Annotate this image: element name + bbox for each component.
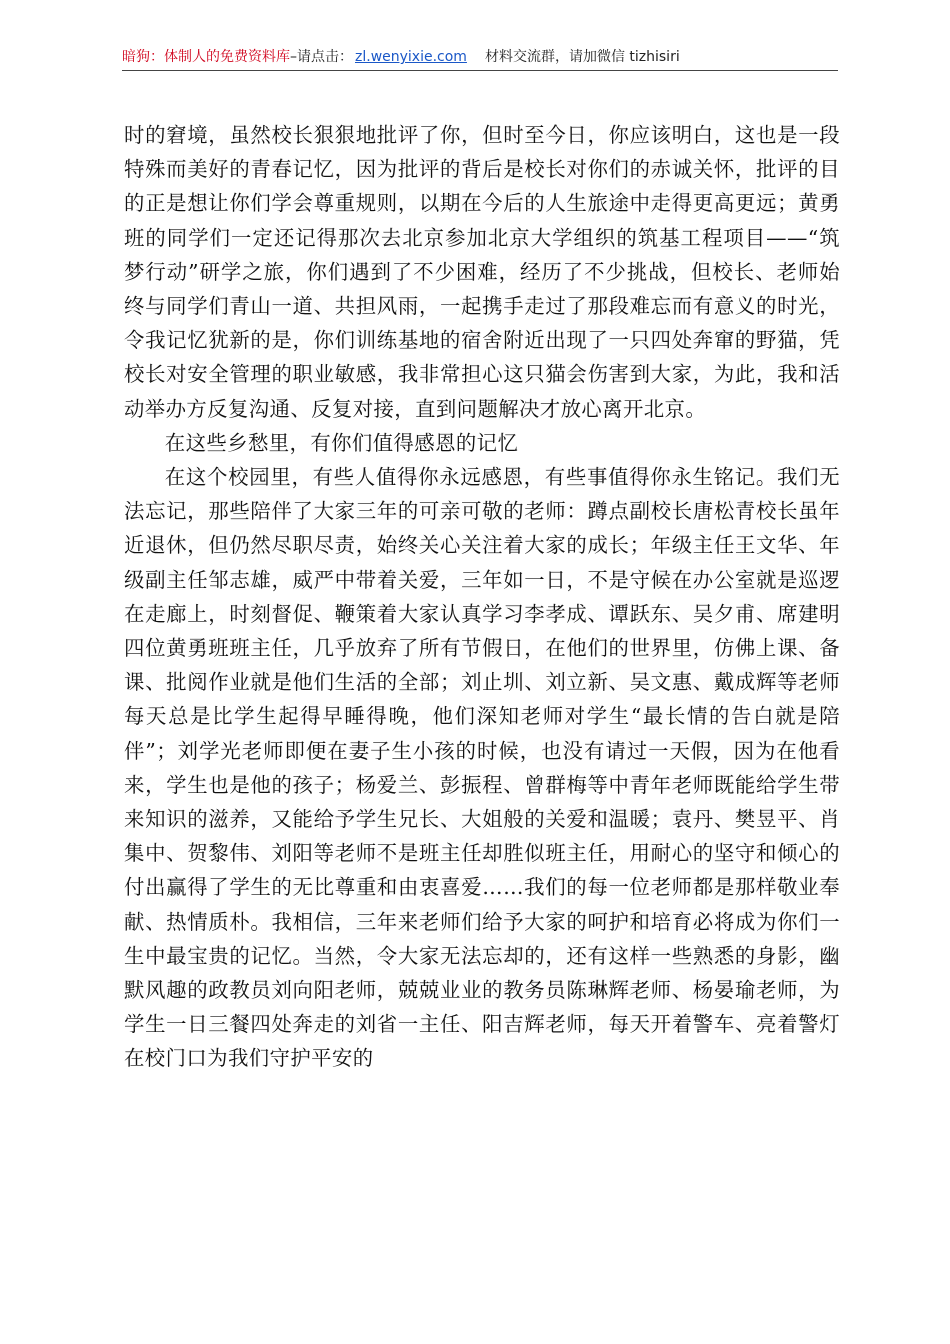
header-brand: 暗狗：体制人的免费资料库 [122, 49, 290, 65]
header-click-prefix: –请点击： [290, 49, 353, 65]
header-divider [122, 70, 838, 71]
document-body [124, 118, 840, 1076]
header-link[interactable]: zl.wenyixie.com [355, 49, 467, 65]
page-header [122, 44, 838, 70]
section-heading: 在这些乡愁里，有你们值得感恩的记忆 [164, 430, 519, 455]
paragraph-teachers: 在这个校园里，有些人值得你永远感恩，有些事值得你永生铭记。我们无法忘记，那些陪伴了大家三年的可亲可敬的老师：蹲点副校长唐松青校长虽年近退休，但仍然尽职尽责，始终关心关注着大家的成长；年级主任王文华、年级副主任邹志雄，威严中带着关爱，三年如一日，不是守候在办公室就是巡逻在走廊上，时刻督促、鞭策着大家认真学习李孝成、谭跃东、吴夕甫、席建明四位黄勇班班主任，几乎放弃了所有节假日，在他们的世界里，仿佛上课、备课、批阅作业就是他们生活的全部；刘止圳、刘立新、吴文惠、戴成辉等老师每天总是比学生起得早睡得晚，他们深知老师对学生“最长情的告白就是陪伴”；刘学光老师即便在妻子生小孩的时候，也没有请过一天假，因为在他看来，学生也是他的孩子；杨爱兰、彭振程、曾群梅等中青年老师既能给学生带来知识的滋养，又能给予学生兄长、大姐般的关爱和温暖；袁丹、樊昱平、肖集中、贺黎伟、刘阳等老师不是班主任却胜似班主任，用耐心的坚守和倾心的付出赢得了学生的无比尊重和由衷喜爱……我们的每一位老师都是那样敬业奉献、热情质朴。我相信，三年来老师们给予大家的呵护和培育必将成为你们一生中最宝贵的记忆。当然，令大家无法忘却的，还有这样一些熟悉的身影，幽默风趣的政教员刘向阳老师，兢兢业业的教务员陈琳辉老师、杨晏瑜老师，为学生一日三餐四处奔走的刘省一主任、阳吉辉老师，每天开着警车、亮着警灯在校门口为我们守护平安的 [124, 465, 840, 1071]
paragraph-continuation: 时的窘境，虽然校长狠狠地批评了你，但时至今日，你应该明白，这也是一段特殊而美好的青春记忆，因为批评的背后是校长对你们的赤诚关怀，批评的目的正是想让你们学会尊重规则，以期在今后的人生旅途中走得更高更远；黄勇班的同学们一定还记得那次去北京参加北京大学组织的筑基工程项目——“筑梦行动”研学之旅，你们遇到了不少困难，经历了不少挑战，但校长、老师始终与同学们青山一道、共担风雨，一起携手走过了那段难忘而有意义的时光，令我记忆犹新的是，你们训练基地的宿舍附近出现了一只四处奔窜的野猫，凭校长对安全管理的职业敏感，我非常担心这只猫会伤害到大家，为此，我和活动举办方反复沟通、反复对接，直到问题解决才放心离开北京。 [124, 123, 840, 421]
header-group-note: 材料交流群，请加微信 tizhisiri [484, 49, 680, 65]
